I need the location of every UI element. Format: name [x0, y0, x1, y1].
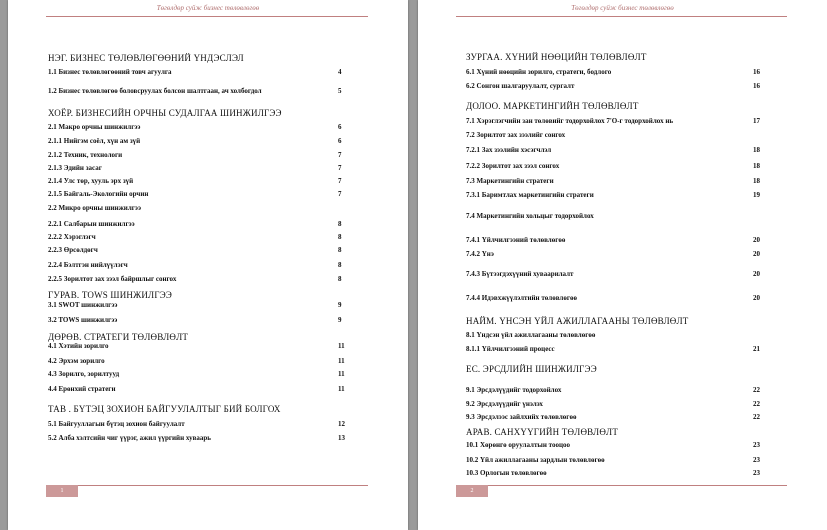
toc-page-number: 19 [753, 191, 760, 199]
toc-page-number: 21 [753, 345, 760, 353]
footer-divider [46, 485, 368, 486]
toc-page-number: 7 [338, 190, 342, 198]
toc-entry[interactable]: 1.2 Бизнес төлөвлөгөө боловсруулах болсон шалтгаан, ач холбогдол [48, 87, 262, 95]
toc-page-number: 22 [753, 386, 760, 394]
toc-entry[interactable]: 9.3 Эрсдэлээс зайлхийх төлөвлөгөө [466, 413, 577, 421]
toc-entry[interactable]: 2.2.2 Хэрэглэгч [48, 233, 96, 241]
toc-page-number: 16 [753, 82, 760, 90]
page-number-badge: 1 [46, 485, 78, 497]
toc-entry[interactable]: 7.3 Маркетингийн стратеги [466, 177, 554, 185]
toc-page-number: 7 [338, 177, 342, 185]
toc-entry[interactable]: 7.1 Хэрэглэгчийн зан төлөвийг тодорхойлох 7'O-г тодорхойлох нь [466, 117, 674, 125]
toc-section-heading[interactable]: АРАВ. САНХҮҮГИЙН ТӨЛӨВЛӨЛТ [466, 427, 619, 437]
toc-page-number: 9 [338, 316, 342, 324]
toc-entry[interactable]: 4.1 Хэтийн зорилго [48, 342, 109, 350]
toc-page-number: 8 [338, 246, 342, 254]
toc-section-heading[interactable]: ЗУРГАА. ХҮНИЙ НӨӨЦИЙН ТӨЛӨВЛӨЛТ [466, 52, 647, 62]
toc-entry[interactable]: 7.2.1 Зах зээлийн хэсэгчлэл [466, 146, 552, 154]
toc-section-heading[interactable]: ЕС. ЭРСДЛИЙН ШИНЖИЛГЭЭ [466, 364, 597, 374]
toc-page-number: 18 [753, 146, 760, 154]
toc-page-number: 17 [753, 117, 760, 125]
toc-page-number: 5 [338, 87, 342, 95]
toc-page-number: 16 [753, 68, 760, 76]
toc-page-number: 8 [338, 233, 342, 241]
toc-page-number: 20 [753, 270, 760, 278]
toc-page-number: 23 [753, 441, 760, 449]
page-number-badge: 2 [456, 485, 488, 497]
toc-entry[interactable]: 10.1 Хөрөнгө оруулалтын тооцоо [466, 441, 571, 449]
toc-page-number: 4 [338, 68, 342, 76]
toc-entry[interactable]: 2.2.4 Бэлтгэн нийлүүлэгч [48, 261, 128, 269]
toc-entry[interactable]: 7.4.2 Үнэ [466, 250, 494, 258]
toc-entry[interactable]: 7.4 Маркетингийн хольцыг тодорхойлох [466, 212, 594, 220]
toc-section-heading[interactable]: ХОЁР. БИЗНЕСИЙН ОРЧНЫ СУДАЛГАА ШИНЖИЛГЭЭ [48, 108, 282, 118]
toc-entry[interactable]: 2.1.5 Байгаль-Экологийн орчин [48, 190, 149, 198]
toc-page-number: 12 [338, 420, 345, 428]
toc-section-heading[interactable]: ДОЛОО. МАРКЕТИНГИЙН ТӨЛӨВЛӨЛТ [466, 101, 639, 111]
toc-entry[interactable]: 7.4.1 Үйлчилгээний төлөвлөгөө [466, 236, 566, 244]
header-divider [456, 16, 787, 17]
document-page-1 [8, 0, 408, 530]
toc-page-number: 11 [338, 385, 345, 393]
toc-section-heading[interactable]: НЭГ. БИЗНЕС ТӨЛӨВЛӨГӨӨНИЙ ҮНДЭСЛЭЛ [48, 53, 244, 63]
toc-page-number: 22 [753, 413, 760, 421]
toc-entry[interactable]: 2.2.3 Өрсөлдөгч [48, 246, 98, 254]
toc-page-number: 8 [338, 275, 342, 283]
toc-entry[interactable]: 7.2.2 Зорилтот зах зээл сонгох [466, 162, 560, 170]
toc-page-number: 18 [753, 162, 760, 170]
page-header: Төгөлдөр суйж бизнес төлөвлөгөө [156, 4, 260, 12]
toc-entry[interactable]: 1.1 Бизнес төлөвлөгөөний товч агуулга [48, 68, 172, 76]
toc-page-number: 22 [753, 400, 760, 408]
toc-entry[interactable]: 2.2.1 Салбарын шинжилгээ [48, 220, 135, 228]
toc-entry[interactable]: 4.3 Зорилго, зорилтууд [48, 370, 120, 378]
toc-page-number: 20 [753, 294, 760, 302]
toc-entry[interactable]: 3.2 TOWS шинжилгээ [48, 316, 118, 324]
toc-page-number: 20 [753, 236, 760, 244]
toc-entry[interactable]: 2.1 Макро орчны шинжилгээ [48, 123, 141, 131]
page-header: Төгөлдөр суйж бизнес төлөвлөгөө [571, 4, 674, 12]
toc-entry[interactable]: 10.3 Орлогын төлөвлөгөө [466, 469, 547, 477]
toc-section-heading[interactable]: ДӨРӨВ. СТРАТЕГИ ТӨЛӨВЛӨЛТ [48, 332, 189, 342]
toc-entry[interactable]: 2.1.3 Эдийн засаг [48, 164, 102, 172]
toc-entry[interactable]: 4.4 Ерөнхий стратеги [48, 385, 116, 393]
toc-entry[interactable]: 3.1 SWOT шинжилгээ [48, 301, 118, 309]
toc-entry[interactable]: 6.2 Сонгон шалгаруулалт, сургалт [466, 82, 575, 90]
toc-entry[interactable]: 2.1.2 Техник, технологи [48, 151, 123, 159]
footer-divider [456, 485, 787, 486]
toc-page-number: 23 [753, 469, 760, 477]
toc-entry[interactable]: 2.1.1 Нийгэм соёл, хүн ам зүй [48, 137, 141, 145]
toc-section-heading[interactable]: ГУРАВ. TOWS ШИНЖИЛГЭЭ [48, 290, 173, 300]
toc-entry[interactable]: 9.2 Эрсдэлүүдийг үнэлэх [466, 400, 543, 408]
toc-entry[interactable]: 2.1.4 Улс төр, хууль эрх зүй [48, 177, 134, 185]
toc-section-heading[interactable]: НАЙМ. ҮНСЭН ҮЙЛ АЖИЛЛАГААНЫ ТӨЛӨВЛӨЛТ [466, 316, 689, 326]
toc-page-number: 18 [753, 177, 760, 185]
toc-entry[interactable]: 9.1 Эрсдэлүүдийг тодорхойлох [466, 386, 562, 394]
toc-page-number: 9 [338, 301, 342, 309]
toc-entry[interactable]: 5.2 Алба хэлтсийн чиг үүрэг, ажил үүргийн хуваарь [48, 434, 211, 442]
toc-page-number: 8 [338, 220, 342, 228]
toc-entry[interactable]: 10.2 Үйл ажиллагааны зардлын төлөвлөгөө [466, 456, 605, 464]
toc-entry[interactable]: 2.2.5 Зорилтот зах зээл байршлыг сонгох [48, 275, 177, 283]
toc-entry[interactable]: 2.2 Микро орчны шинжилгээ [48, 204, 141, 212]
toc-page-number: 7 [338, 164, 342, 172]
toc-entry[interactable]: 7.2 Зорилтот зах зээлийг сонгох [466, 131, 566, 139]
toc-entry[interactable]: 7.3.1 Баримтлах маркетингийн стратеги [466, 191, 594, 199]
toc-entry[interactable]: 7.4.3 Бүтээгдэхүүний хуваарилалт [466, 270, 574, 278]
toc-entry[interactable]: 8.1 Үндсэн үйл ажиллагааны төлөвлөгөө [466, 331, 596, 339]
toc-page-number: 23 [753, 456, 760, 464]
toc-page-number: 7 [338, 151, 342, 159]
toc-page-number: 11 [338, 370, 345, 378]
toc-page-number: 8 [338, 261, 342, 269]
toc-entry[interactable]: 5.1 Байгууллагын бүтэц зохион байгуулалт [48, 420, 185, 428]
toc-section-heading[interactable]: ТАВ . БҮТЭЦ ЗОХИОН БАЙГУУЛАЛТЫГ БИЙ БОЛГОХ [48, 404, 281, 414]
document-page-2 [418, 0, 827, 530]
header-divider [46, 16, 368, 17]
toc-page-number: 11 [338, 342, 345, 350]
toc-entry[interactable]: 7.4.4 Идэвхжүүлэлтийн төлөвлөгөө [466, 294, 577, 302]
toc-entry[interactable]: 6.1 Хүний нөөцийн зорилго, стратеги, бодлого [466, 68, 612, 76]
toc-page-number: 6 [338, 137, 342, 145]
toc-page-number: 20 [753, 250, 760, 258]
toc-page-number: 6 [338, 123, 342, 131]
toc-page-number: 11 [338, 357, 345, 365]
toc-page-number: 13 [338, 434, 345, 442]
toc-entry[interactable]: 8.1.1 Үйлчилгээний процесс [466, 345, 555, 353]
toc-entry[interactable]: 4.2 Эрхэм зорилго [48, 357, 105, 365]
